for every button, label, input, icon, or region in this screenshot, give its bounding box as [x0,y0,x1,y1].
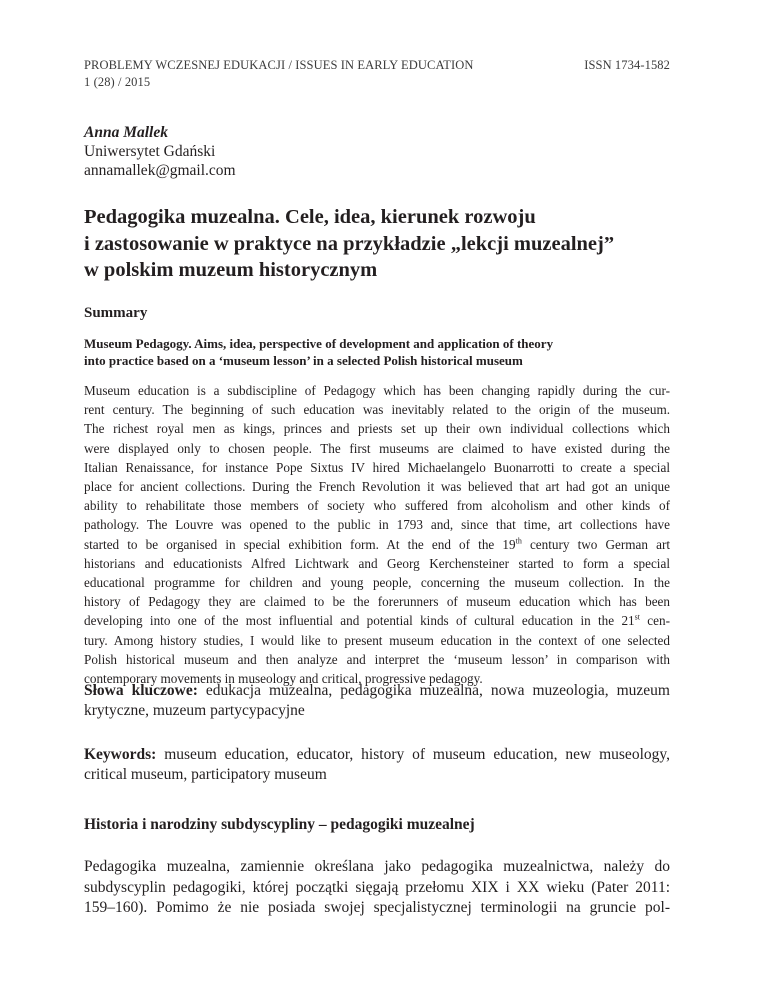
journal-name: PROBLEMY WCZESNEJ EDUKACJI / ISSUES IN EARLY EDUCATION [84,58,474,72]
abstract-line: place for ancient collections. During the French Revolution it was believed that art had got an unique [84,479,670,495]
journal-issue: 1 (28) / 2015 [84,75,151,89]
title-line: Pedagogika muzealna. Cele, idea, kierunek rozwoju [84,206,536,228]
abstract-line: Polish historical museum and then analyze and interpret the ‘museum lesson’ in comparison with [84,651,670,667]
journal-header [84,57,670,91]
section-heading: Historia i narodziny subdyscypliny – pedagogiki muzealnej [84,816,475,833]
abstract-line: Museum education is a subdiscipline of Pedagogy which has been changing rapidly during the cur- [84,383,670,398]
abstract-line: educational programme for children and young people, concerning the museum collection. In the [84,575,670,591]
abstract-line: ability to rehabilitate those members of society who suffered from alcoholism and other kinds of [84,498,670,514]
keywords-english-label: Keywords: [84,746,157,763]
abstract-fragment: cen- [639,613,670,629]
keywords-polish [84,681,670,721]
ordinal-suffix: st [634,613,640,623]
abstract-line-with-sup [84,535,670,554]
summary-subtitle-line: into practice based on a ‘museum lesson’ in a selected Polish historical museum [84,353,523,368]
keywords-english-text: museum education, educator, history of museum education, new museology, [156,746,670,763]
abstract-line: were displayed only to chosen people. The first museums are claimed to have existed during the [84,440,670,456]
abstract-line: contemporary movements in museology and critical, progressive pedagogy. [84,671,483,687]
author-email: annamallek@gmail.com [84,162,236,179]
journal-issn: ISSN 1734-1582 [584,58,670,72]
summary-subtitle-line: Museum Pedagogy. Aims, idea, perspective of development and application of theory [84,336,554,351]
abstract-line: pathology. The Louvre was opened to the public in 1793 and, since that time, art collections have [84,517,670,533]
abstract-line: Italian Renaissance, for instance Pope Sixtus IV hired Michaelangelo Buonarrotti to create a special [84,459,670,475]
ordinal-suffix: th [515,536,522,546]
author-name: Anna Mallek [84,124,168,141]
summary-subtitle [84,335,670,369]
title-line: w polskim muzeum historycznym [84,259,378,281]
author-affiliation: Uniwersytet Gdański [84,143,216,160]
summary-abstract [84,381,670,688]
keywords-polish-line [84,681,670,701]
abstract-fragment: developing into one of the most influential and potential kinds of cultural education in the 21 [84,613,635,629]
abstract-fragment: century two German art [521,536,671,552]
body-line: subdyscyplin pedagogiki, której początki sięgają przełomu XIX i XX wieku (Pater 2011: [84,878,670,896]
keywords-polish-label: Słowa kluczowe: [84,682,198,699]
keywords-polish-line: krytyczne, muzeum partycypacyjne [84,702,305,719]
body-line: 159–160). Pomimo że nie posiada swojej specjalistycznej terminologii na gruncie pol- [84,899,670,916]
abstract-line-with-sup [84,611,670,630]
body-line: Pedagogika muzealna, zamiennie określana jako pedagogika muzealnictwa, należy do [84,858,670,875]
abstract-line: rent century. The beginning of such education was inevitably related to the origin of the museum. [84,402,670,418]
abstract-line: history of Pedagogy they are claimed to be the forerunners of museum education which has been [84,594,670,610]
title-line: i zastosowanie w praktyce na przykładzie „lekcji muzealnej” [84,232,615,255]
author-block [84,123,236,180]
keywords-english [84,745,670,785]
abstract-fragment: started to be organised in special exhibition form. At the end of the 19 [84,536,516,552]
keywords-polish-text: edukacja muzealna, pedagogika muzealna, nowa muzeologia, muzeum [197,682,670,699]
keywords-english-line: critical museum, participatory museum [84,766,327,783]
abstract-line: The richest royal men as kings, princes and priests set up their own individual collections which [84,421,670,437]
article-title [84,204,670,284]
keywords-english-line [84,745,670,765]
section-body [84,857,670,919]
summary-heading: Summary [84,305,148,321]
abstract-line: historians and educationists Alfred Lichtwark and Georg Kerchensteiner started to form a special [84,555,670,571]
abstract-line: tury. Among history studies, I would like to present museum education in the context of one selected [84,632,670,648]
